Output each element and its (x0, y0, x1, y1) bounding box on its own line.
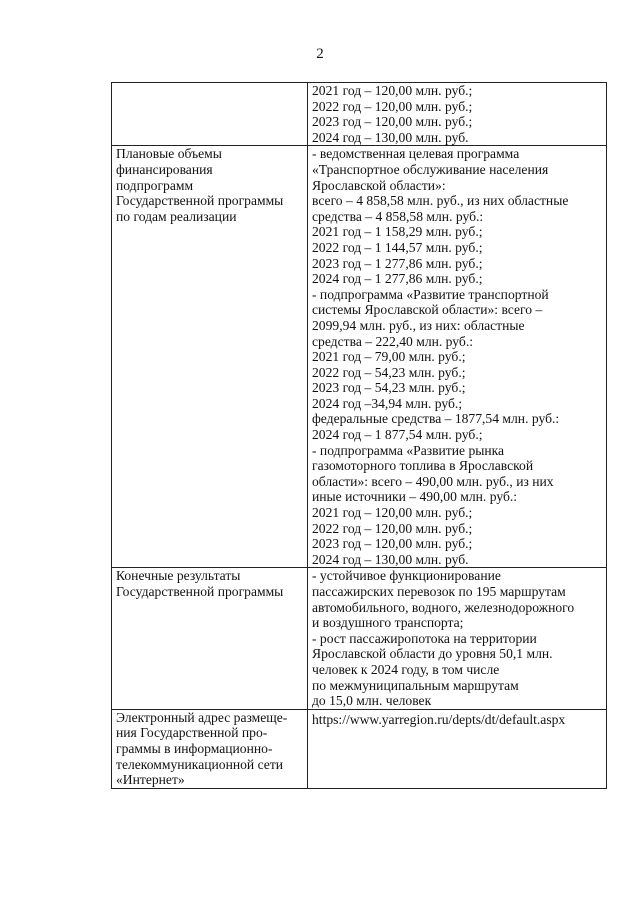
row-value-line: 2023 год – 120,00 млн. руб.; (312, 536, 473, 552)
row-label-line: Плановые объемы (116, 146, 222, 162)
row-value-line: Ярославской области»: (312, 177, 446, 193)
row-value-line: - подпрограмма «Развитие транспортной (312, 286, 549, 302)
row-value-line: человек к 2024 году, в том числе (312, 661, 500, 677)
row-value-line: до 15,0 млн. человек (312, 693, 432, 709)
row-label-cell (112, 83, 308, 146)
row-value-line: 2021 год – 120,00 млн. руб.; (312, 505, 473, 521)
row-label-line: ния Государственной про- (116, 725, 268, 741)
row-value-line: федеральные средства – 1877,54 млн. руб.: (312, 411, 560, 427)
row-value-line: Ярославской области до уровня 50,1 млн. (312, 646, 553, 662)
row-value-line: 2024 год – 1 277,86 млн. руб.; (312, 271, 483, 287)
row-label-line: Конечные результаты (116, 568, 241, 584)
row-value-line: 2021 год – 79,00 млн. руб.; (312, 349, 466, 365)
row-label-line: по годам реализации (116, 208, 237, 224)
row-value-line: - подпрограмма «Развитие рынка (312, 442, 505, 458)
row-label-line: Электронный адрес размеще- (116, 709, 288, 725)
row-value-line: и воздушного транспорта; (312, 615, 464, 631)
row-value-line: по межмуниципальным маршрутам (312, 677, 519, 693)
row-value-line: средства – 222,40 млн. руб.: (312, 333, 474, 349)
row-value-line: 2023 год – 120,00 млн. руб.; (312, 114, 473, 130)
row-value-line: 2024 год – 130,00 млн. руб. (312, 129, 469, 145)
row-label-line: финансирования (116, 161, 213, 177)
row-value-line: 2023 год – 54,23 млн. руб.; (312, 380, 466, 396)
row-value-line: автомобильного, водного, железнодорожного (312, 599, 575, 615)
row-value-line: пассажирских перевозок по 195 маршрутам (312, 584, 566, 599)
row-value-line: - рост пассажиропотока на территории (312, 630, 537, 646)
row-label-cell (112, 146, 308, 568)
row-electronic-address (112, 709, 607, 788)
page-number: 2 (316, 46, 324, 62)
row-value-line: области»: всего – 490,00 млн. руб., из них (312, 473, 554, 489)
row-value-line: 2022 год – 120,00 млн. руб.; (312, 520, 473, 536)
row-label-line: «Интернет» (116, 772, 185, 788)
row-label-cell (112, 568, 308, 709)
row-label-line: подпрограмм (116, 177, 194, 193)
row-value-cell (308, 568, 607, 709)
row-value-line: 2022 год – 54,23 млн. руб.; (312, 364, 466, 380)
row-label-line: Государственной программы (116, 193, 284, 209)
row-value-line: газомоторного топлива в Ярославской (312, 458, 534, 474)
row-value-line: 2024 год –34,94 млн. руб.; (312, 395, 463, 411)
row-value-line: 2022 год – 120,00 млн. руб.; (312, 98, 473, 114)
row-value-cell (308, 83, 607, 146)
row-value-cell (308, 709, 607, 788)
program-url-link[interactable]: https://www.yarregion.ru/depts/dt/default.aspx (312, 711, 566, 727)
row-subprogram-funding (112, 146, 607, 568)
row-value-line: иные источники – 490,00 млн. руб.: (312, 489, 518, 505)
row-value-cell (308, 146, 607, 568)
row-value-line: - ведомственная целевая программа (312, 146, 520, 162)
row-value-line: 2022 год – 1 144,57 млн. руб.; (312, 239, 483, 255)
row-value-line: 2099,94 млн. руб., из них: областные (312, 317, 525, 333)
table-body (112, 83, 607, 789)
row-value-line: «Транспортное обслуживание населения (312, 161, 549, 177)
program-passport-table (111, 82, 607, 789)
row-label-line: Государственной программы (116, 584, 284, 599)
row-funding-continuation (112, 83, 607, 146)
row-label-cell (112, 709, 308, 788)
row-final-results (112, 568, 607, 709)
row-value-line: 2021 год – 1 158,29 млн. руб.; (312, 224, 483, 240)
row-value-line: всего – 4 858,58 млн. руб., из них областные (312, 193, 569, 209)
row-value-line: 2024 год – 130,00 млн. руб. (312, 551, 469, 567)
row-value-line: средства – 4 858,58 млн. руб.: (312, 208, 484, 224)
row-value-line: 2021 год – 120,00 млн. руб.; (312, 83, 473, 98)
row-label-line: граммы в информационно- (116, 740, 273, 756)
row-value-line: 2024 год – 1 877,54 млн. руб.; (312, 427, 483, 443)
row-value-line: - устойчивое функционирование (312, 568, 501, 584)
row-value-line: системы Ярославской области»: всего – (312, 302, 543, 318)
row-value-line: 2023 год – 1 277,86 млн. руб.; (312, 255, 483, 271)
row-label-line: телекоммуникационной сети (116, 756, 284, 772)
